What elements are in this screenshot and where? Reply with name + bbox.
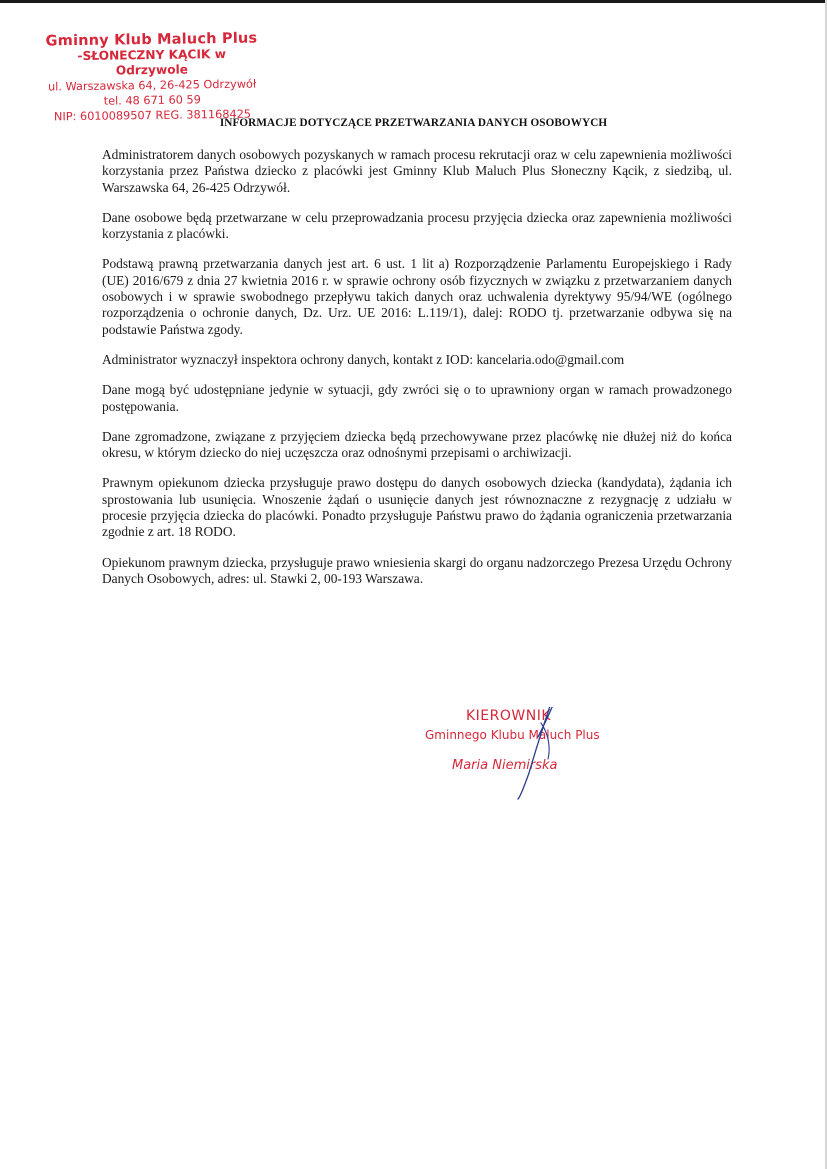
organization-stamp — [45, 32, 258, 125]
signature-block — [420, 707, 620, 807]
stamp-subname: -SŁONECZNY KĄCIK w Odrzywole — [77, 46, 227, 78]
stamp-name: Gminny Klub Maluch Plus — [45, 30, 258, 50]
document-body — [102, 147, 732, 601]
paragraph: Dane zgromadzone, związane z przyjęciem dziecka będą przechowywane przez placówkę nie dłużej niż do końca okresu, w którym dziecko do niej uczęszcza oraz odnośnymi przepisami o archiwizacji. — [102, 428, 732, 461]
paragraph: Prawnym opiekunom dziecka przysługuje prawo dostępu do danych osobowych dziecka (kandydata), żądania ich sprostowania lub usunięcia. Wnoszenie żądań o usunięcie danych jest równoznaczne z rezygnację z udziału w procesie przyjęcia dziecka do placówki. Ponadto przysługuje Państwu prawo do żądania ograniczenia przetwarzania zgodnie z art. 18 RODO. — [102, 475, 732, 540]
paragraph: Dane osobowe będą przetwarzane w celu przeprowadzania procesu przyjęcia dziecka oraz zapewnienia możliwości korzystania z placówki. — [102, 209, 732, 242]
document-title: INFORMACJE DOTYCZĄCE PRZETWARZANIA DANYCH OSOBOWYCH — [219, 117, 608, 129]
signature-stamp-name: Maria Niemirska — [452, 758, 558, 773]
paragraph: Opiekunom prawnym dziecka, przysługuje prawo wniesienia skargi do organu nadzorczego Prezesa Urzędu Ochrony Danych Osobowych, adres: ul. Stawki 2, 00-193 Warszawa. — [102, 554, 732, 586]
signature-stamp-org: Gminnego Klubu Maluch Plus — [425, 728, 600, 742]
paragraph: Podstawą prawną przetwarzania danych jest art. 6 ust. 1 lit a) Rozporządzenie Parlamentu Europejskiego i Rady (UE) 2016/679 z dnia 27 kwietnia 2016 r. w sprawie ochrony osób fizycznych w związku z przetwarzaniem danych osobowych i w sprawie swobodnego przepływu takich danych oraz uchwalenia dyrektywy 95/94/WE (ogólnego rozporządzenia o ochronie danych, Dz. Urz. UE 2016: L.119/1), dalej: RODO tj. przetwarzanie odbywa się na podstawie Państwa zgody. — [102, 256, 732, 337]
signature-stamp-role: KIEROWNIK — [466, 708, 552, 724]
paragraph: Administrator wyznaczył inspektora ochrony danych, kontakt z IOD: kancelaria.odo@gmail.com — [102, 351, 625, 367]
handwritten-signature — [420, 707, 620, 807]
paragraph: Administratorem danych osobowych pozyskanych w ramach procesu rekrutacji oraz w celu zapewnienia możliwości korzystania przez Państwa dziecko z placówki jest Gminny Klub Maluch Plus Słoneczny Kącik, z siedzibą, ul. Warszawska 64, 26-425 Odrzywół. — [102, 147, 732, 195]
stamp-registration: NIP: 6010089507 REG. 381168425 — [53, 107, 252, 124]
page-top-border — [0, 0, 827, 3]
stamp-address: ul. Warszawska 64, 26-425 Odrzywół — [47, 77, 257, 94]
stamp-phone: tel. 48 671 60 59 — [103, 93, 201, 108]
paragraph: Dane mogą być udostępniane jedynie w sytuacji, gdy zwróci się o to uprawniony organ w ramach prowadzonego postępowania. — [102, 382, 732, 414]
